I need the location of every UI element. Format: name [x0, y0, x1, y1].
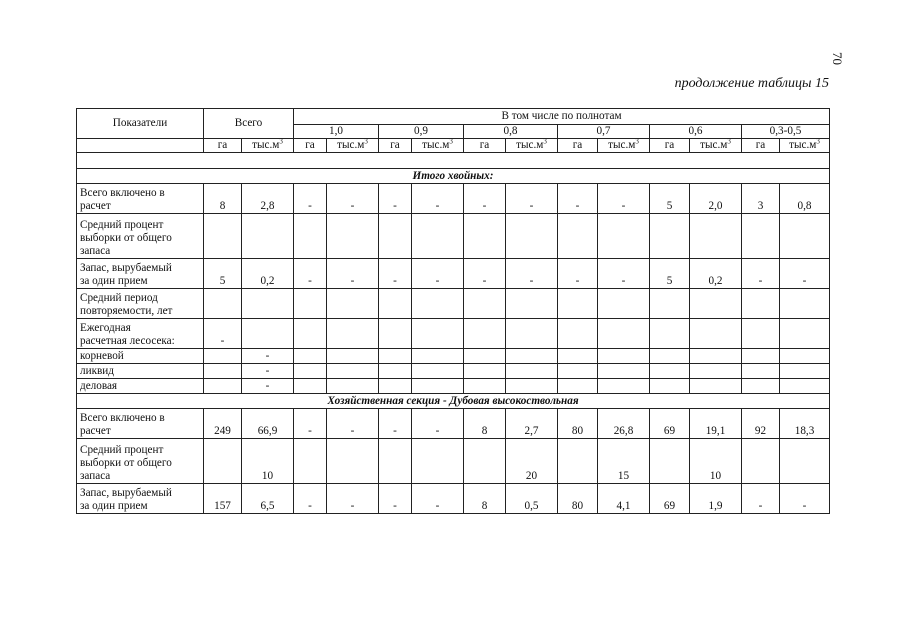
- table-cell: 157: [204, 484, 242, 514]
- header-unit-volume: $тыс.м^3$: [690, 139, 742, 153]
- table-cell: [598, 364, 650, 379]
- table-cell: [294, 214, 327, 259]
- section-title: Итого хвойных:: [77, 169, 830, 184]
- row-label: Средний процент выборки от общего запаса: [77, 439, 204, 484]
- table-cell: -: [742, 484, 780, 514]
- table-cell: [464, 439, 506, 484]
- table-cell: 4,1: [598, 484, 650, 514]
- table-cell: 1,9: [690, 484, 742, 514]
- table-cell: [742, 439, 780, 484]
- table-cell: -: [506, 259, 558, 289]
- table-cell: [650, 289, 690, 319]
- table-cell: [327, 289, 379, 319]
- table-row: [77, 289, 830, 319]
- table-cell: [780, 289, 830, 319]
- table-cell: [204, 379, 242, 394]
- table-cell: -: [464, 259, 506, 289]
- table-cell: 5: [204, 259, 242, 289]
- table-cell: [464, 319, 506, 349]
- table-cell: -: [780, 259, 830, 289]
- table-row: [77, 349, 830, 364]
- table-cell: [327, 349, 379, 364]
- table-cell: -: [464, 184, 506, 214]
- row-label: Средний процент выборки от общего запаса: [77, 214, 204, 259]
- header-unit-ha: га: [650, 139, 690, 153]
- table-cell: [464, 289, 506, 319]
- table-cell: [650, 349, 690, 364]
- table-cell: [742, 349, 780, 364]
- table-cell: [558, 379, 598, 394]
- table-cell: [204, 349, 242, 364]
- table-cell: [379, 349, 412, 364]
- table-cell: [780, 364, 830, 379]
- table-cell: [412, 349, 464, 364]
- table-cell: 0,8: [780, 184, 830, 214]
- header-density: 1,0: [294, 125, 379, 139]
- table-cell: -: [294, 259, 327, 289]
- table-cell: -: [780, 484, 830, 514]
- page-number: 70: [830, 52, 845, 65]
- table-row: [77, 364, 830, 379]
- table-cell: 10: [242, 439, 294, 484]
- table-cell: 92: [742, 409, 780, 439]
- table-row: [77, 184, 830, 214]
- table-cell: [379, 379, 412, 394]
- table-cell: -: [506, 184, 558, 214]
- table-cell: 8: [464, 409, 506, 439]
- table-cell: -: [598, 184, 650, 214]
- table-caption: продолжение таблицы 15: [674, 76, 829, 91]
- header-unit-volume: $тыс.м^3$: [242, 139, 294, 153]
- section-row: [77, 394, 830, 409]
- table-cell: [506, 364, 558, 379]
- blank-row: [77, 153, 830, 169]
- table-cell: [464, 214, 506, 259]
- header-unit-volume: $тыс.м^3$: [327, 139, 379, 153]
- table-cell: [558, 349, 598, 364]
- table-cell: -: [558, 184, 598, 214]
- table-cell: 69: [650, 409, 690, 439]
- table-cell: 66,9: [242, 409, 294, 439]
- table-cell: -: [294, 184, 327, 214]
- table-cell: -: [379, 484, 412, 514]
- table-row: [77, 259, 830, 289]
- table-cell: [327, 379, 379, 394]
- table-cell: [294, 289, 327, 319]
- table-cell: 18,3: [780, 409, 830, 439]
- table-cell: [464, 349, 506, 364]
- table-row: [77, 409, 830, 439]
- table-cell: [327, 364, 379, 379]
- table-row: [77, 439, 830, 484]
- section-title: Хозяйственная секция - Дубовая высокоствольная: [77, 394, 830, 409]
- table-cell: [780, 349, 830, 364]
- table-cell: -: [598, 259, 650, 289]
- data-table: [76, 108, 830, 514]
- table-cell: [506, 289, 558, 319]
- table-cell: -: [242, 379, 294, 394]
- table-cell: [412, 364, 464, 379]
- table-cell: 0,5: [506, 484, 558, 514]
- table-row: [77, 379, 830, 394]
- table-cell: [598, 289, 650, 319]
- table-cell: [506, 214, 558, 259]
- header-unit-ha: га: [464, 139, 506, 153]
- row-label: Запас, вырубаемый за один прием: [77, 259, 204, 289]
- table-cell: [379, 214, 412, 259]
- table-cell: 15: [598, 439, 650, 484]
- row-label: деловая: [77, 379, 204, 394]
- table-cell: 69: [650, 484, 690, 514]
- table-cell: -: [242, 349, 294, 364]
- table-cell: [650, 439, 690, 484]
- table-cell: [690, 349, 742, 364]
- table-cell: [327, 214, 379, 259]
- table-cell: -: [204, 319, 242, 349]
- table-cell: [598, 349, 650, 364]
- table-cell: [294, 364, 327, 379]
- table-cell: [506, 379, 558, 394]
- header-unit-ha: га: [294, 139, 327, 153]
- table-cell: 2,0: [690, 184, 742, 214]
- table-cell: [412, 439, 464, 484]
- table-cell: 80: [558, 484, 598, 514]
- header-density: 0,9: [379, 125, 464, 139]
- table-cell: [294, 379, 327, 394]
- table-cell: 6,5: [242, 484, 294, 514]
- table-cell: [558, 319, 598, 349]
- table-cell: [464, 364, 506, 379]
- table-row: [77, 319, 830, 349]
- header-unit-volume: $тыс.м^3$: [412, 139, 464, 153]
- header-by-density: В том числе по полнотам: [294, 109, 830, 125]
- table-cell: [558, 214, 598, 259]
- table-cell: [327, 439, 379, 484]
- table-row: [77, 484, 830, 514]
- table-cell: -: [412, 484, 464, 514]
- table-cell: [204, 214, 242, 259]
- header-unit-volume: $тыс.м^3$: [598, 139, 650, 153]
- table-cell: [558, 289, 598, 319]
- table-cell: [742, 379, 780, 394]
- table-cell: [379, 364, 412, 379]
- table-cell: -: [327, 484, 379, 514]
- table-cell: [690, 214, 742, 259]
- table-cell: -: [327, 184, 379, 214]
- table-cell: [780, 214, 830, 259]
- header-density: 0,7: [558, 125, 650, 139]
- row-label: корневой: [77, 349, 204, 364]
- table-cell: -: [379, 259, 412, 289]
- row-label: ликвид: [77, 364, 204, 379]
- table-cell: 2,8: [242, 184, 294, 214]
- table-cell: -: [294, 484, 327, 514]
- table-cell: 3: [742, 184, 780, 214]
- table-cell: 20: [506, 439, 558, 484]
- table-cell: [690, 364, 742, 379]
- row-label: Ежегодная расчетная лесосека:: [77, 319, 204, 349]
- table-cell: [506, 319, 558, 349]
- table-cell: -: [558, 259, 598, 289]
- table-cell: 26,8: [598, 409, 650, 439]
- table-cell: [598, 379, 650, 394]
- table-cell: [598, 214, 650, 259]
- table-cell: [327, 319, 379, 349]
- table-cell: [379, 319, 412, 349]
- table-cell: [742, 289, 780, 319]
- table-cell: [742, 364, 780, 379]
- table-cell: [204, 364, 242, 379]
- table-cell: [204, 289, 242, 319]
- table-cell: [780, 379, 830, 394]
- table-cell: [464, 379, 506, 394]
- table-cell: 0,2: [690, 259, 742, 289]
- table-cell: 5: [650, 259, 690, 289]
- table-cell: [690, 319, 742, 349]
- table-cell: [379, 289, 412, 319]
- table-cell: 5: [650, 184, 690, 214]
- table-cell: [690, 379, 742, 394]
- table-cell: -: [742, 259, 780, 289]
- table-row: [77, 214, 830, 259]
- row-label: Запас, вырубаемый за один прием: [77, 484, 204, 514]
- table-cell: 19,1: [690, 409, 742, 439]
- table-cell: [650, 319, 690, 349]
- row-label: Всего включено в расчет: [77, 409, 204, 439]
- table-cell: -: [412, 259, 464, 289]
- table-cell: [412, 379, 464, 394]
- table-cell: [780, 439, 830, 484]
- table-cell: [294, 319, 327, 349]
- table-cell: 0,2: [242, 259, 294, 289]
- header-density: 0,3-0,5: [742, 125, 830, 139]
- table-cell: [412, 289, 464, 319]
- table-cell: [650, 379, 690, 394]
- table-cell: [690, 289, 742, 319]
- table-cell: [294, 439, 327, 484]
- table-cell: -: [412, 409, 464, 439]
- table-cell: [506, 349, 558, 364]
- table-cell: [558, 439, 598, 484]
- header-density: 0,8: [464, 125, 558, 139]
- table-cell: -: [412, 184, 464, 214]
- header-density: 0,6: [650, 125, 742, 139]
- table-cell: -: [379, 184, 412, 214]
- table-cell: 80: [558, 409, 598, 439]
- table-cell: [558, 364, 598, 379]
- table-cell: -: [294, 409, 327, 439]
- table-cell: -: [327, 409, 379, 439]
- table-cell: 2,7: [506, 409, 558, 439]
- header-unit-volume: $тыс.м^3$: [506, 139, 558, 153]
- table-cell: [242, 319, 294, 349]
- table-cell: [204, 439, 242, 484]
- row-label: Всего включено в расчет: [77, 184, 204, 214]
- table-cell: [412, 319, 464, 349]
- table-cell: [742, 214, 780, 259]
- table-cell: [412, 214, 464, 259]
- row-label: Средний период повторяемости, лет: [77, 289, 204, 319]
- header-indicators-blank: [77, 139, 204, 153]
- header-unit-ha: га: [742, 139, 780, 153]
- table-cell: 249: [204, 409, 242, 439]
- table-cell: [598, 319, 650, 349]
- table-cell: [780, 319, 830, 349]
- table-cell: [742, 319, 780, 349]
- table-cell: [650, 364, 690, 379]
- header-total: Всего: [204, 109, 294, 139]
- table-cell: -: [379, 409, 412, 439]
- header-unit-volume: $тыс.м^3$: [780, 139, 830, 153]
- table-cell: 10: [690, 439, 742, 484]
- table-cell: -: [242, 364, 294, 379]
- table-cell: 8: [204, 184, 242, 214]
- table-cell: [650, 214, 690, 259]
- header-unit-ha: га: [558, 139, 598, 153]
- section-row: [77, 169, 830, 184]
- table-cell: -: [327, 259, 379, 289]
- header-indicators: Показатели: [77, 109, 204, 139]
- table-cell: [294, 349, 327, 364]
- header-unit-ha: га: [204, 139, 242, 153]
- header-unit-ha: га: [379, 139, 412, 153]
- table-cell: 8: [464, 484, 506, 514]
- table-cell: [379, 439, 412, 484]
- table-cell: [242, 289, 294, 319]
- table-cell: [242, 214, 294, 259]
